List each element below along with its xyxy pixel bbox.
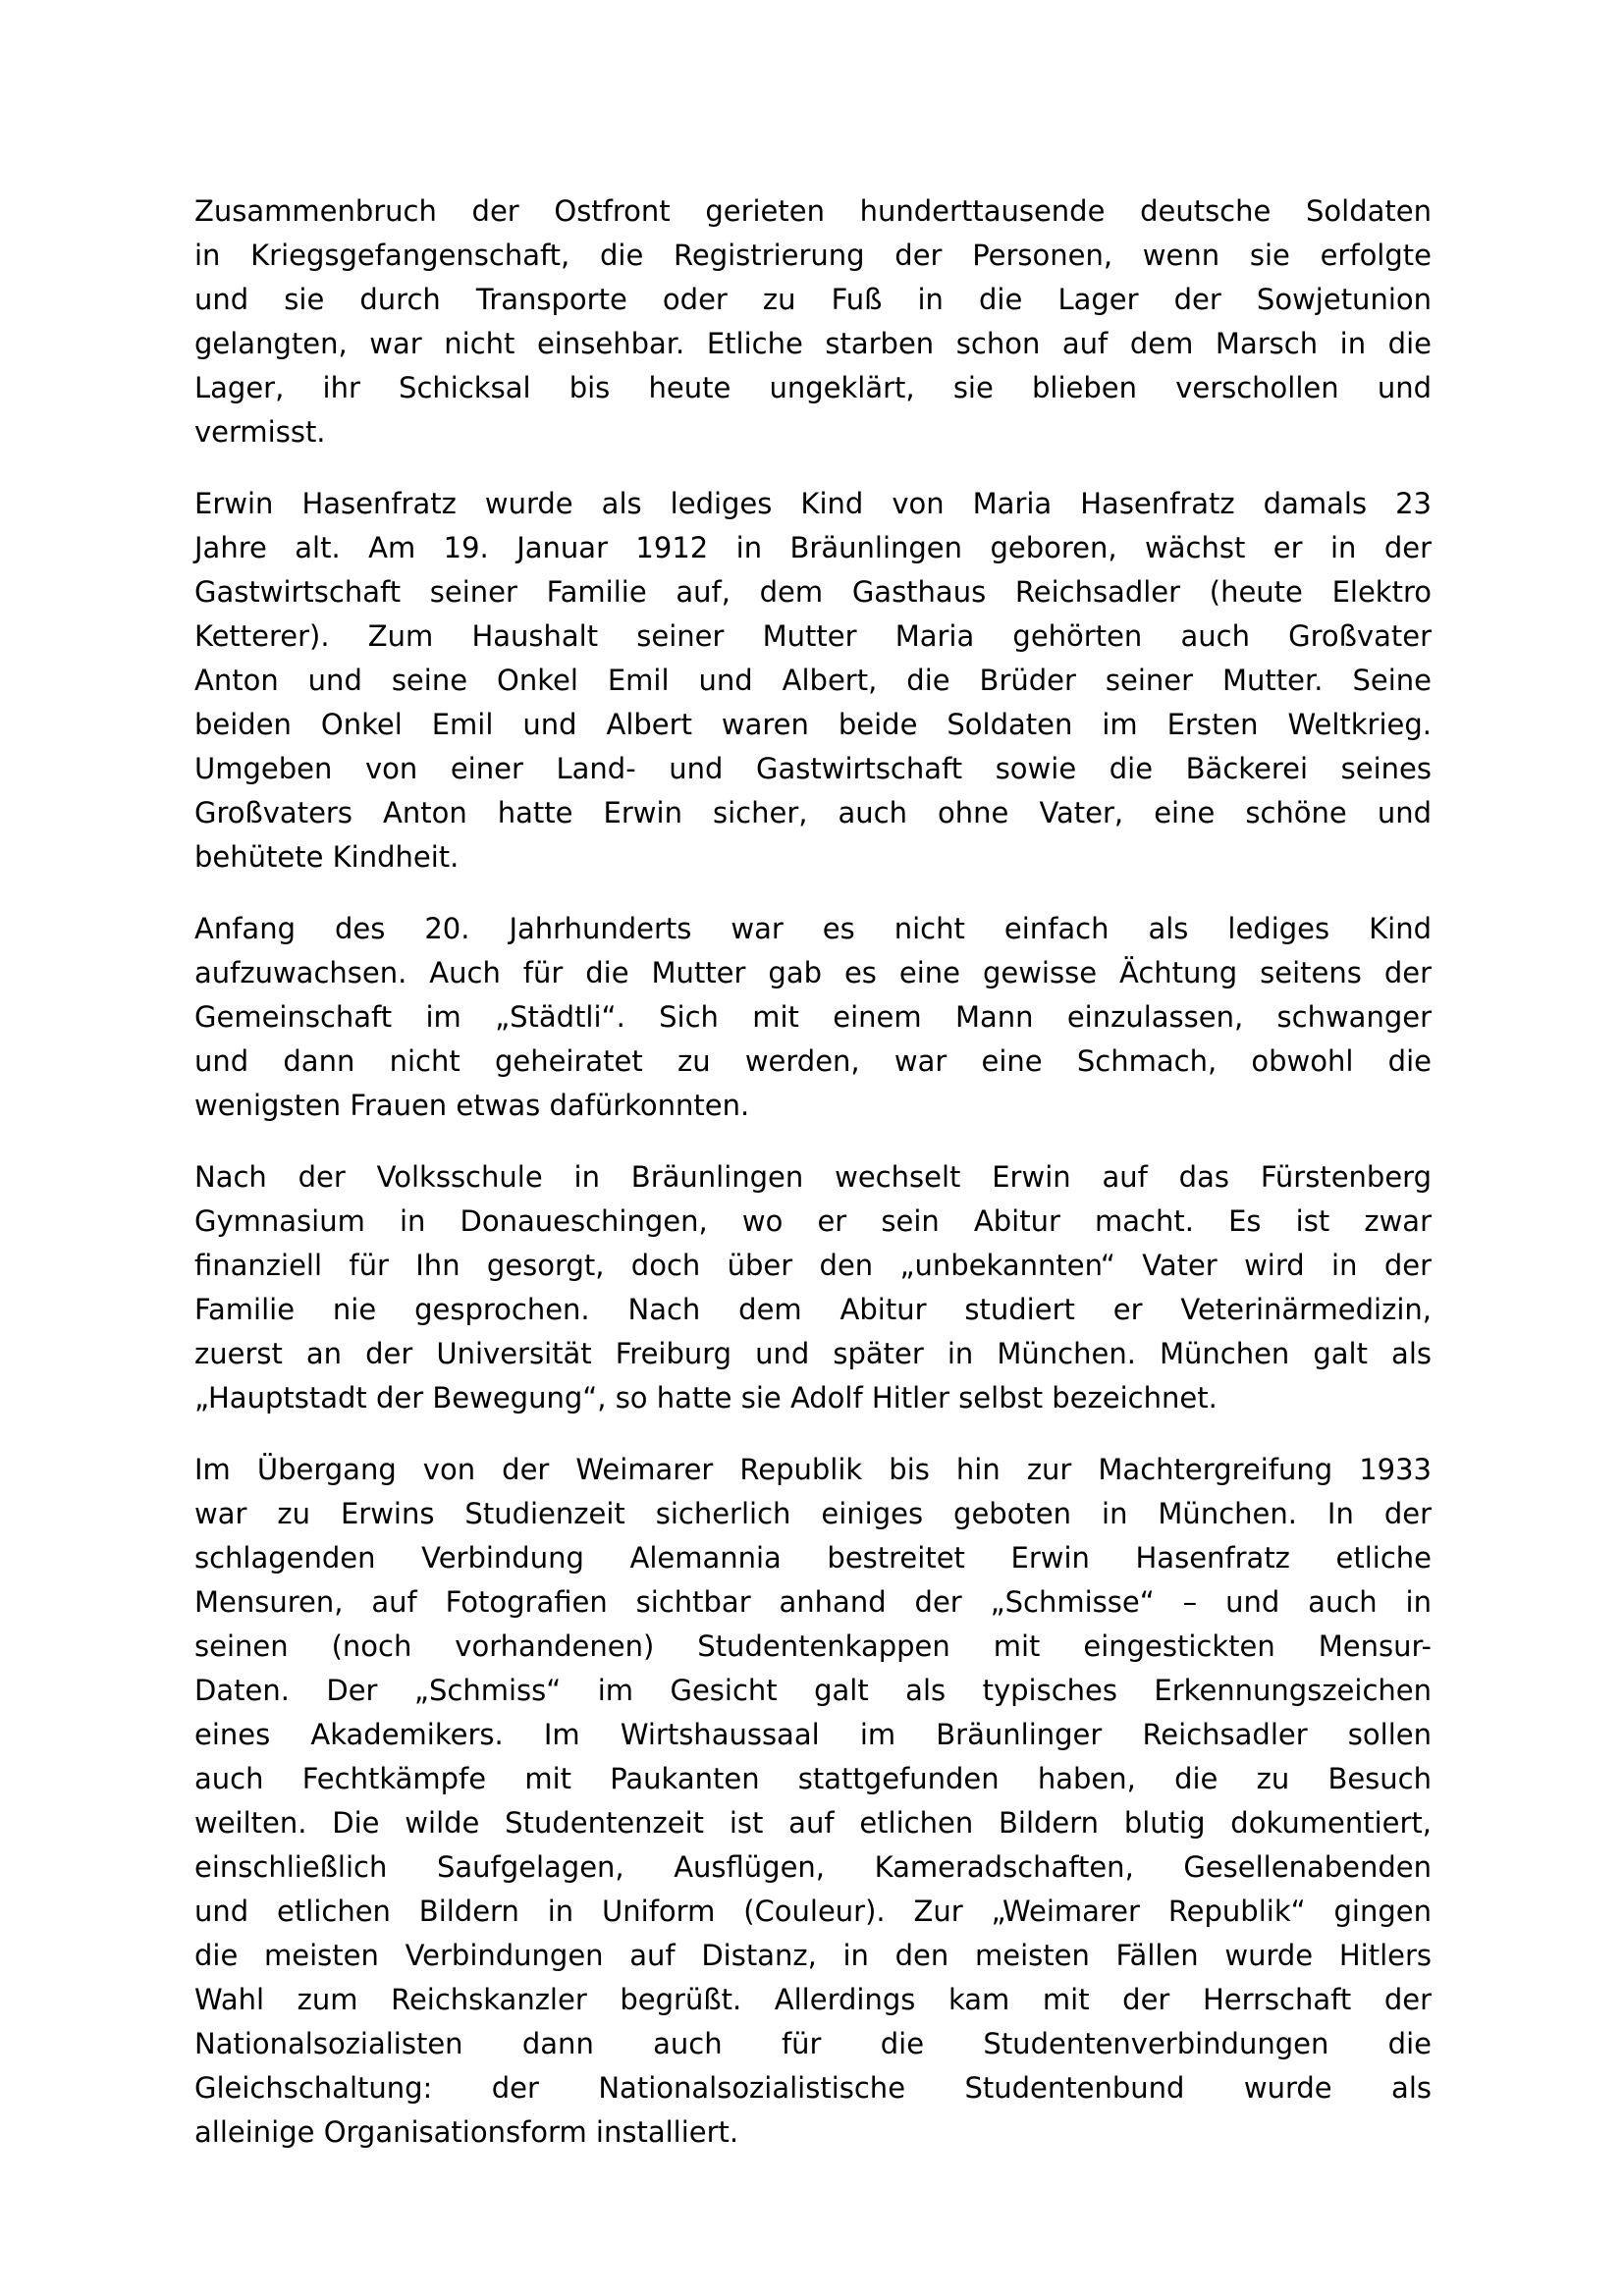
text-line: Zusammenbruch der Ostfront gerieten hunderttausende deutsche Soldaten (194, 194, 1432, 228)
text-line: die meisten Verbindungen auf Distanz, in den meisten Fällen wurde Hitlers (194, 1939, 1432, 1972)
text-line: Ketterer). Zum Haushalt seiner Mutter Maria gehörten auch Großvater (194, 619, 1432, 653)
text-line: Anfang des 20. Jahrhunderts war es nicht einfach als lediges Kind (194, 912, 1432, 945)
text-line: war zu Erwins Studienzeit sicherlich einiges geboten in München. In der (194, 1497, 1432, 1530)
text-line: wenigsten Frauen etwas dafürkonnten. (194, 1089, 750, 1122)
text-line: Gymnasium in Donaueschingen, wo er sein Abitur macht. Es ist zwar (194, 1204, 1432, 1238)
text-line: schlagenden Verbindung Alemannia bestreitet Erwin Hasenfratz etliche (194, 1541, 1432, 1575)
text-line: Umgeben von einer Land- und Gastwirtschaft sowie die Bäckerei seines (194, 752, 1432, 785)
text-line: und etlichen Bildern in Uniform (Couleur). Zur „Weimarer Republik“ gingen (194, 1895, 1432, 1928)
text-line: Großvaters Anton hatte Erwin sicher, auch ohne Vater, eine schöne und (194, 796, 1432, 829)
text-line: und sie durch Transporte oder zu Fuß in die Lager der Sowjetunion (194, 283, 1432, 316)
text-line: Anton und seine Onkel Emil und Albert, die Brüder seiner Mutter. Seine (194, 664, 1432, 697)
text-line: „Hauptstadt der Bewegung“, so hatte sie Adolf Hitler selbst bezeichnet. (194, 1381, 1218, 1415)
paragraph-2 (194, 482, 1432, 880)
text-line: Jahre alt. Am 19. Januar 1912 in Bräunlingen geboren, wächst er in der (194, 531, 1432, 564)
text-line: seinen (noch vorhandenen) Studentenkappen mit eingestickten Mensur- (194, 1629, 1432, 1663)
document-body (194, 189, 1432, 2182)
paragraph-5 (194, 1448, 1432, 2155)
text-line: Gleichschaltung: der Nationalsozialistische Studentenbund wurde als (194, 2071, 1432, 2105)
text-line: Wahl zum Reichskanzler begrüßt. Allerdings kam mit der Herrschaft der (194, 1983, 1432, 2016)
text-line: einschließlich Saufgelagen, Ausflügen, Kameradschaften, Gesellenabenden (194, 1850, 1432, 1884)
text-line: in Kriegsgefangenschaft, die Registrierung der Personen, wenn sie erfolgte (194, 239, 1432, 272)
text-line: Mensuren, auf Fotografien sichtbar anhand der „Schmisse“ – und auch in (194, 1585, 1432, 1619)
text-line: weilten. Die wilde Studentenzeit ist auf etlichen Bildern blutig dokumentiert, (194, 1806, 1432, 1840)
text-line: Gastwirtschaft seiner Familie auf, dem Gasthaus Reichsadler (heute Elektro (194, 575, 1432, 609)
text-line: vermisst. (194, 415, 326, 449)
text-line: finanziell für Ihn gesorgt, doch über den „unbekannten“ Vater wird in der (194, 1249, 1432, 1282)
paragraph-3 (194, 907, 1432, 1128)
text-line: und dann nicht geheiratet zu werden, war eine Schmach, obwohl die (194, 1044, 1432, 1078)
text-line: Im Übergang von der Weimarer Republik bis hin zur Machtergreifung 1933 (194, 1453, 1432, 1486)
text-line: eines Akademikers. Im Wirtshaussaal im Bräunlinger Reichsadler sollen (194, 1718, 1432, 1751)
text-line: beiden Onkel Emil und Albert waren beide Soldaten im Ersten Weltkrieg. (194, 708, 1432, 741)
text-line: behütete Kindheit. (194, 840, 460, 874)
text-line: zuerst an der Universität Freiburg und später in München. München galt als (194, 1337, 1432, 1370)
paragraph-4 (194, 1155, 1432, 1420)
text-line: auch Fechtkämpfe mit Paukanten stattgefunden haben, die zu Besuch (194, 1762, 1432, 1795)
text-line: gelangten, war nicht einsehbar. Etliche starben schon auf dem Marsch in die (194, 327, 1432, 360)
text-line: Erwin Hasenfratz wurde als lediges Kind von Maria Hasenfratz damals 23 (194, 487, 1432, 520)
text-line: aufzuwachsen. Auch für die Mutter gab es eine gewisse Ächtung seitens der (194, 956, 1432, 989)
text-line: alleinige Organisationsform installiert. (194, 2115, 739, 2149)
text-line: Gemeinschaft im „Städtli“. Sich mit einem Mann einzulassen, schwanger (194, 1000, 1432, 1034)
text-line: Lager, ihr Schicksal bis heute ungeklärt, sie blieben verschollen und (194, 371, 1432, 404)
paragraph-1 (194, 189, 1432, 454)
text-line: Nach der Volksschule in Bräunlingen wechselt Erwin auf das Fürstenberg (194, 1160, 1432, 1194)
text-line: Daten. Der „Schmiss“ im Gesicht galt als typisches Erkennungszeichen (194, 1674, 1432, 1707)
text-line: Nationalsozialisten dann auch für die Studentenverbindungen die (194, 2027, 1432, 2060)
text-line: Familie nie gesprochen. Nach dem Abitur studiert er Veterinärmedizin, (194, 1293, 1432, 1326)
